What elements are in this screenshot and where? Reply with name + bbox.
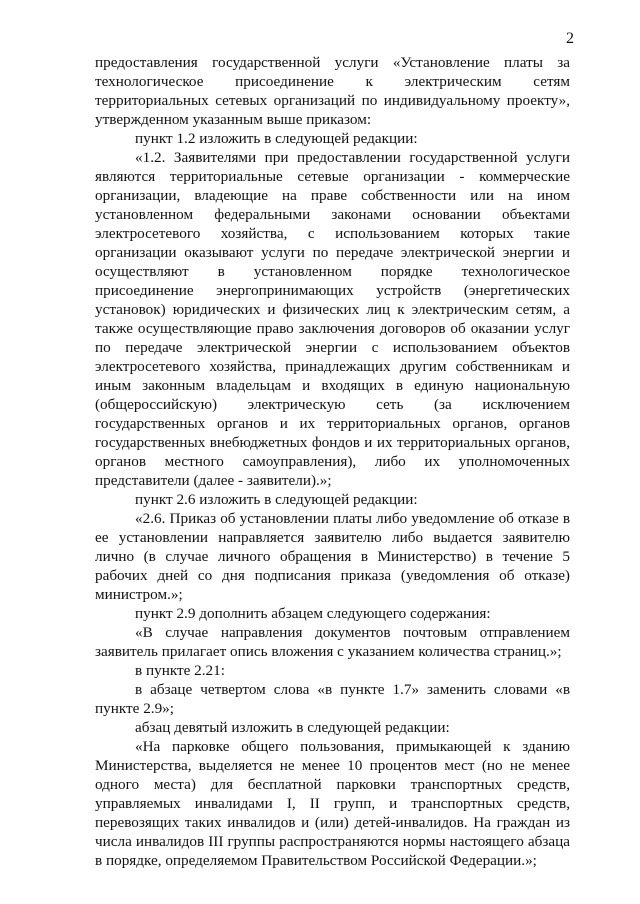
page-number: 2 [566,30,574,47]
paragraph-point-1-2-instruction: пункт 1.2 изложить в следующей редакции: [135,130,418,147]
paragraph-point-1-2-text: «1.2. Заявителями при предоставлении государственной услуги являются территориальные сетевые организации - коммерческие организации, владеющие на праве собственности или на ином установленном федеральными законами основании объектами электросетевого хозяйства, с использованием которых такие организации оказывают услуги по передаче электрической энергии и осуществляют в установленном порядке технологическое присоединение энергопринимающих устройств (энергетических установок) юридических и физических лиц к электрическим сетям, а также осуществляющие право заключения договоров об оказании услуг по передаче электрической энергии с использованием объектов электросетевого хозяйства, принадлежащих другим собственникам и иным законным владельцам и входящих в единую национальную (общероссийскую) электрическую сеть (за исключением государственных органов и их территориальных органов, органов государственных внебюджетных фондов и их территориальных органов, органов местного самоуправления), либо их уполномоченных представители (далее - заявители).»; [95,149,570,489]
paragraph-point-2-9-text: «В случае направления документов почтовым отправлением заявитель прилагает опись вложения с указанием количества страниц.»; [95,624,570,660]
paragraph-point-2-21-paragraph-4: в абзаце четвертом слова «в пункте 1.7» заменить словами «в пункте 2.9»; [95,681,570,717]
paragraph-point-2-21-paragraph-9-text: «На парковке общего пользования, примыкающей к зданию Министерства, выделяется не менее 10 процентов мест (но не менее одного места) для бесплатной парковки транспортных средств, управляемых инвалидами I, II групп, и транспортных средств, перевозящих таких инвалидов и (или) детей-инвалидов. На граждан из числа инвалидов III группы распространяются нормы настоящего абзаца в порядке, определяемом Правительством Российской Федерации.»; [95,738,570,869]
paragraph-point-2-9-instruction: пункт 2.9 дополнить абзацем следующего содержания: [135,605,491,622]
paragraph-point-2-6-text: «2.6. Приказ об установлении платы либо уведомление об отказе в ее установлении направляется заявителю либо выдается заявителю лично (в случае личного обращения в Министерство) в течение 5 рабочих дней со дня подписания приказа (уведомления об отказе) министром.»; [95,510,570,603]
paragraph-point-2-21-paragraph-9-instruction: абзац девятый изложить в следующей редакции: [135,719,450,736]
document-body [95,53,570,870]
paragraph-intro-continuation: предоставления государственной услуги «Установление платы за технологическое присоединение к электрическим сетям территориальных сетевых организаций по индивидуальному проекту», утвержденном указанным выше приказом: [95,54,570,128]
paragraph-point-2-21-instruction: в пункте 2.21: [135,662,225,679]
paragraph-point-2-6-instruction: пункт 2.6 изложить в следующей редакции: [135,491,418,508]
